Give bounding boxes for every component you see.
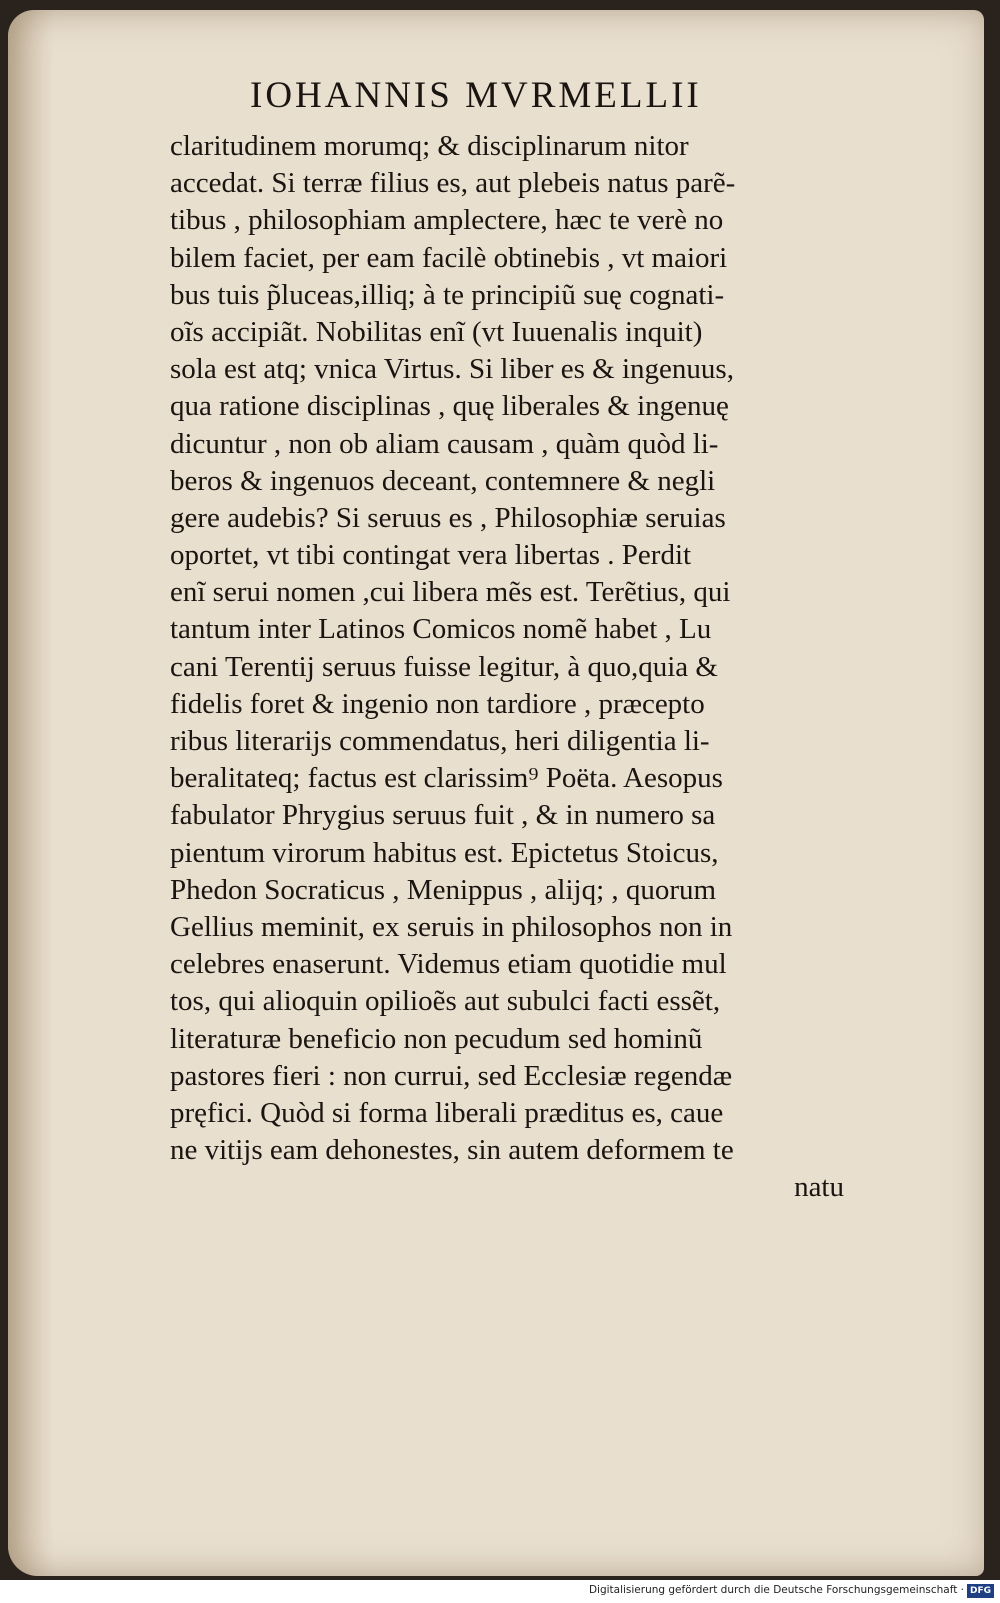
text-line: fabulator Phrygius seruus fuit , & in numero sa (170, 799, 716, 832)
page-gutter-shadow (8, 10, 54, 1576)
text-line: ne vitijs eam dehonestes, sin autem deformem te (170, 1134, 734, 1167)
text-line: claritudinem morumq; & disciplinarum nitor (170, 130, 689, 162)
text-line: bus tuis p̃luceas,illiq; à te principiũ suę cognati- (170, 278, 725, 311)
text-line: beralitateq; factus est clarissim⁹ Poëta. Aesopus (170, 762, 723, 795)
text-line: oportet, vt tibi contingat vera libertas . Perdit (170, 539, 692, 572)
text-line: fidelis foret & ingenio non tardiore , præcepto (170, 687, 705, 720)
text-line: tibus , philosophiam amplectere, hæc te verè no (170, 204, 724, 237)
running-head: IOHANNIS MVRMELLII (250, 75, 702, 116)
text-line: gere audebis? Si seruus es , Philosophiæ seruias (170, 501, 726, 534)
text-line: Gellius meminit, ex seruis in philosophos non in (170, 910, 733, 943)
text-line: Phedon Socraticus , Menippus , alijq; , quorum (170, 873, 717, 906)
text-line: ribus literarijs commendatus, heri diligentia li- (170, 725, 710, 757)
dfg-logo: DFG (967, 1584, 994, 1598)
text-line: tos, qui alioquin opilioẽs aut subulci facti essẽt, (170, 985, 721, 1018)
text-line: dicuntur , non ob aliam causam , quàm quòd li- (170, 427, 719, 460)
text-line: celebres enaserunt. Videmus etiam quotidie mul (170, 948, 727, 981)
text-line: sola est atq; vnica Virtus. Si liber es & ingenuus, (170, 353, 734, 386)
catchword: natu (794, 1171, 844, 1204)
text-line: literaturæ beneficio non pecudum sed hominũ (170, 1022, 703, 1055)
body-text (170, 128, 870, 1206)
digitization-credit: Digitalisierung gefördert durch die Deutsche Forschungsgemeinschaft · (588, 1584, 964, 1596)
text-line: accedat. Si terræ filius es, aut plebeis natus parẽ- (170, 167, 736, 200)
text-line: oĩs accipiãt. Nobilitas enĩ (vt Iuuenalis inquit) (170, 315, 703, 348)
text-line: beros & ingenuos deceant, contemnere & negli (170, 464, 716, 497)
text-line: pientum virorum habitus est. Epictetus Stoicus, (170, 836, 719, 869)
text-line: pastores fieri : non currui, sed Ecclesiæ regendæ (170, 1059, 733, 1092)
text-line: tantum inter Latinos Comicos nomẽ habet , Lu (170, 613, 712, 646)
text-line: cani Terentij seruus fuisse legitur, à quo,quia & (170, 650, 718, 683)
text-line: pręfici. Quòd si forma liberali præditus es, caue (170, 1096, 724, 1129)
text-line: bilem faciet, per eam facilè obtinebis , vt maiori (170, 241, 728, 274)
text-line: enĩ serui nomen ,cui libera mẽs est. Terẽtius, qui (170, 576, 731, 609)
text-line: qua ratione disciplinas , quę liberales & ingenuę (170, 390, 729, 423)
